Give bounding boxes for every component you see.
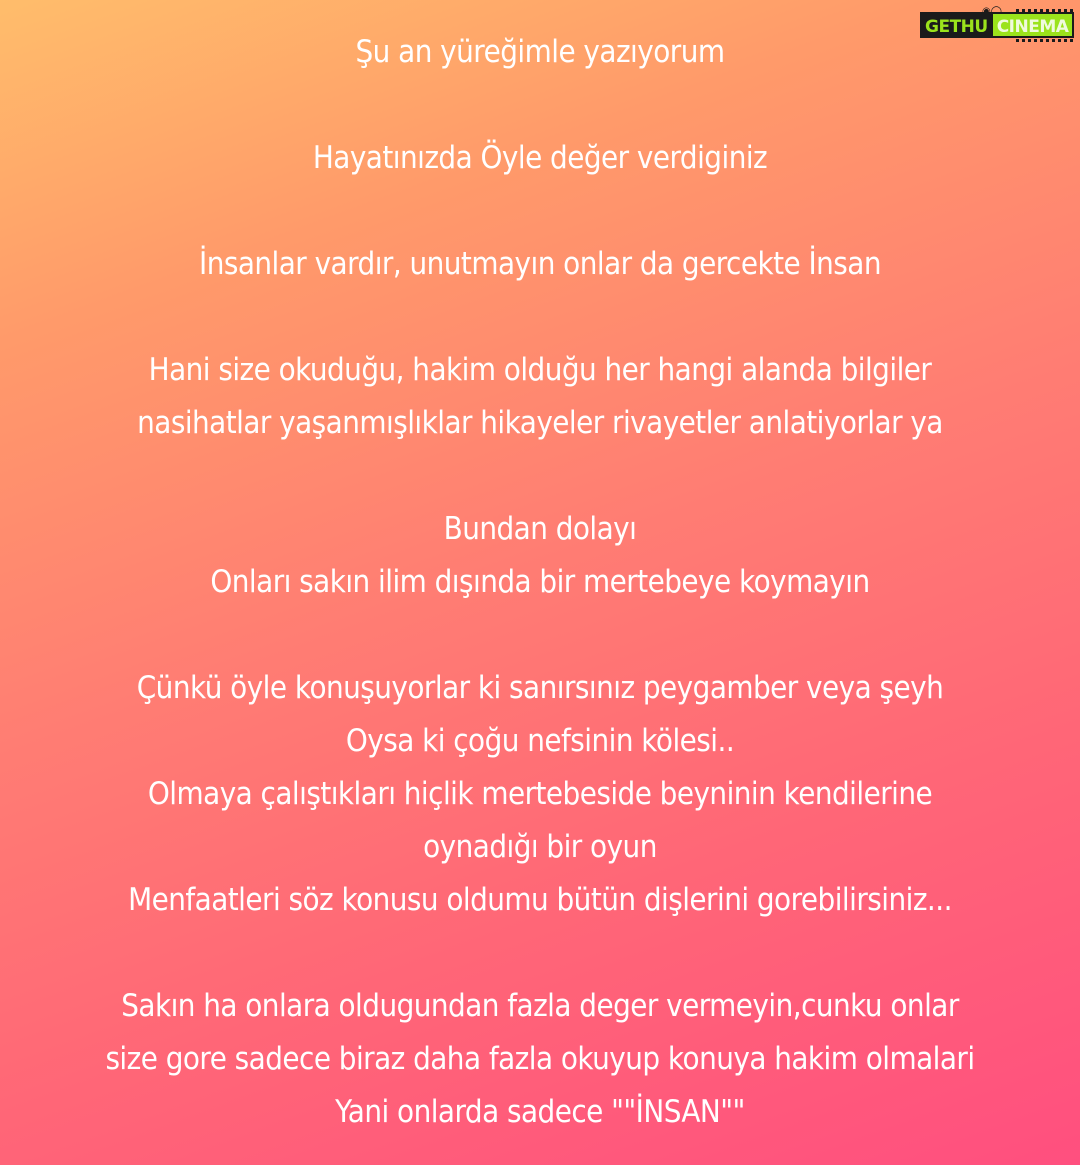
blank-line <box>54 927 1026 980</box>
poem-line: Onları sakın ilim dışında bir mertebeye koymayın <box>210 564 870 600</box>
logo-text-gethu: GETHU <box>920 12 993 38</box>
blank-line <box>54 291 1026 344</box>
blank-line <box>54 185 1026 238</box>
poem-line: nasihatlar yaşanmışlıklar hikayeler rivayetler anlatiyorlar ya <box>137 405 943 441</box>
blank-line <box>54 609 1026 662</box>
poem-line: Çünkü öyle konuşuyorlar ki sanırsınız peygamber veya şeyh <box>136 670 944 706</box>
poem-line: Olmaya çalıştıkları hiçlik mertebeside beyninin kendilerine <box>147 776 933 812</box>
poem-line: Hayatınızda Öyle değer verdiginiz <box>312 140 768 176</box>
poem-line: oynadığı bir oyun <box>423 829 657 865</box>
poem-line: Sakın ha onlara oldugundan fazla deger vermeyin,cunku onlar <box>121 988 959 1024</box>
logo-text-cinema: CINEMA <box>996 17 1069 37</box>
poem-line: Oysa ki çoğu nefsinin kölesi.. <box>345 723 735 759</box>
poem-line: size gore sadece biraz daha fazla okuyup konuya hakim olmalari <box>105 1041 975 1077</box>
blank-line <box>54 79 1026 132</box>
poem-line: Menfaatleri söz konusu oldumu bütün dişlerini gorebilirsiniz... <box>128 882 952 918</box>
blank-line <box>54 450 1026 503</box>
poem-line: Şu an yüreğimle yazıyorum <box>355 34 725 70</box>
poem-line: Bundan dolayı <box>443 511 637 547</box>
poem-line: İnsanlar vardır, unutmayın onlar da gercekte İnsan <box>199 246 881 282</box>
poem-line: Hani size okuduğu, hakim olduğu her hangi alanda bilgiler <box>148 352 932 388</box>
poem-text <box>54 26 1026 1139</box>
poem-line: Yani onlarda sadece ""İNSAN"" <box>335 1094 745 1130</box>
